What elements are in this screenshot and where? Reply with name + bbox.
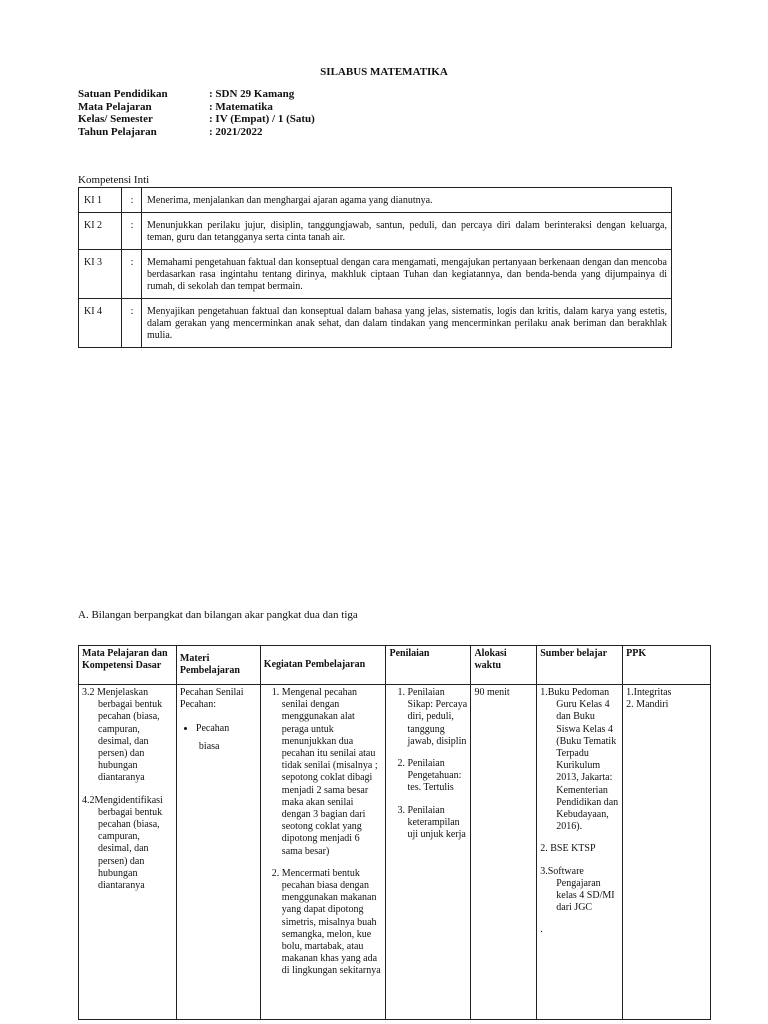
silabus-table (78, 645, 711, 1020)
meta-row-tahun (78, 126, 315, 139)
cell-materi (176, 685, 260, 1020)
cell-kd (79, 685, 177, 1020)
materi-line: Pecahan Senilai (179, 687, 244, 698)
ki-row (79, 213, 672, 250)
cell-alokasi: 90 menit (471, 685, 537, 1020)
cell-penilaian (386, 685, 471, 1020)
ki-code: KI 4 (79, 299, 122, 348)
meta-value: : SDN 29 Kamang (209, 88, 295, 100)
materi-item-continued: biasa (198, 741, 220, 753)
ki-text: Menyajikan pengetahuan faktual dan konseptual dalam bahasa yang jelas, sistematis, logis dan kritis, dalam karya yang estetis, dalam gerakan yang mencerminkan anak sehat, dan dalam tindakan yang mencerminkan perilaku anak beriman dan berakhlak mulia. (142, 299, 672, 348)
ki-text: Menunjukkan perilaku jujur, disiplin, tanggungjawab, santun, peduli, dan percaya diri dalam berinteraksi dengan keluarga, teman, guru dan tetangganya serta cinta tanah air. (142, 213, 672, 250)
ki-row (79, 188, 672, 213)
penilaian-item: 1. Penilaian Sikap: Percaya diri, peduli, tanggung jawab, disiplin (407, 687, 467, 748)
kompetensi-inti-table (78, 187, 672, 348)
meta-label: Tahun Pelajaran (78, 125, 157, 138)
content-row (79, 685, 711, 1020)
kegiatan-item: 1. Mengenal pecahan senilai dengan menggunakan alat peraga untuk menunjukkan dua pecahan itu senilai atau tidak senilai (misalnya ; sepotong coklat dibagi menjadi 2 sama besar maka akan senilai dengan 3 bagian dari seotong coklat yang dipotong menjadi 6 sama besar) (282, 687, 383, 858)
penilaian-list (389, 687, 467, 841)
meta-label: Kelas/ Semester (78, 113, 153, 125)
kegiatan-list (264, 687, 383, 978)
cell-kegiatan (260, 685, 386, 1020)
ki-colon: : (122, 299, 142, 348)
materi-list (180, 717, 257, 741)
header-alokasi: Alokasi waktu (471, 646, 537, 685)
meta-row-mapel (78, 101, 315, 114)
meta-label: Mata Pelajaran (78, 100, 152, 113)
cell-sumber (537, 685, 623, 1020)
ki-colon: : (122, 250, 142, 299)
meta-row-kelas (78, 113, 315, 126)
kd-item: 3.2 Menjelaskan berbagai bentuk pecahan (biasa, campuran, desimal, dan persen) dan hubungan diantaranya (82, 687, 163, 784)
kegiatan-item: 2. Mencermati bentuk pecahan biasa dengan menggunakan makanan yang dapat dipotong simetris, misalnya buah semangka, melon, kue bolu, martabak, atau makanan khas yang ada di lingkungan sekitarnya (282, 868, 383, 978)
ki-colon: : (122, 213, 142, 250)
ki-code: KI 1 (79, 188, 122, 213)
kd-item: 4.2Mengidentifikasi berbagai bentuk pecahan (biasa, campuran, desimal, dan persen) dan hubungan diantaranya (82, 794, 163, 892)
ki-row (79, 299, 672, 348)
meta-value: : IV (Empat) / 1 (Satu) (209, 113, 315, 125)
ki-heading: Kompetensi Inti (78, 174, 150, 186)
meta-row-satuan (78, 88, 315, 101)
meta-value: : Matematika (209, 100, 273, 113)
header-materi: Materi Pembelajaran (176, 646, 260, 685)
identity-block (78, 88, 315, 138)
cell-ppk (623, 685, 711, 1020)
ppk-item: 2. Mandiri (626, 699, 669, 711)
spacer (82, 785, 173, 795)
sumber-item: 2. BSE KTSP (540, 843, 596, 855)
header-kegiatan: Kegiatan Pembelajaran (260, 646, 386, 685)
header-kd: Mata Pelajaran dan Kompetensi Dasar (79, 646, 177, 685)
document-title: SILABUS MATEMATIKA (320, 66, 448, 78)
sumber-item: 1.Buku Pedoman Guru Kelas 4 dan Buku Siswa Kelas 4 (Buku Tematik Terpadu Kurikulum 2013, Jakarta: Kementerian Pendidikan dan Kebudayaan, 2016). (540, 687, 619, 833)
ki-code: KI 2 (79, 213, 122, 250)
penilaian-item: 3. Penilaian keterampilan uji unjuk kerja (407, 805, 467, 842)
sumber-item: 3.Software Pengajaran kelas 4 SD/MI dari JGC (540, 865, 615, 914)
sumber-item: . (540, 924, 543, 936)
header-sumber: Sumber belajar (537, 646, 623, 685)
header-row (79, 646, 711, 685)
ki-row (79, 250, 672, 299)
materi-item: • Pecahan (196, 717, 257, 741)
ki-text: Memahami pengetahuan faktual dan konseptual dengan cara mengamati, mengajukan pertanyaan berkenaan dengan dan mencoba berdasarkan rasa ingintahu tentang dirinya, makhluk ciptaan Tuhan dan kegiatannya, dan benda-benda yang dijumpainya di rumah, di sekolah dan tempat bermain. (142, 250, 672, 299)
header-penilaian: Penilaian (386, 646, 471, 685)
section-heading: A. Bilangan berpangkat dan bilangan akar pangkat dua dan tiga (78, 609, 358, 621)
meta-label: Satuan Pendidikan (78, 88, 168, 100)
materi-line: Pecahan: (179, 699, 217, 711)
ki-colon: : (122, 188, 142, 213)
ki-code: KI 3 (79, 250, 122, 299)
penilaian-item: 2. Penilaian Pengetahuan: tes. Tertulis (407, 758, 467, 795)
header-ppk: PPK (623, 646, 711, 685)
ppk-item: 1.Integritas (626, 687, 672, 698)
meta-value: : 2021/2022 (209, 125, 263, 138)
ki-text: Menerima, menjalankan dan menghargai ajaran agama yang dianutnya. (142, 188, 672, 213)
